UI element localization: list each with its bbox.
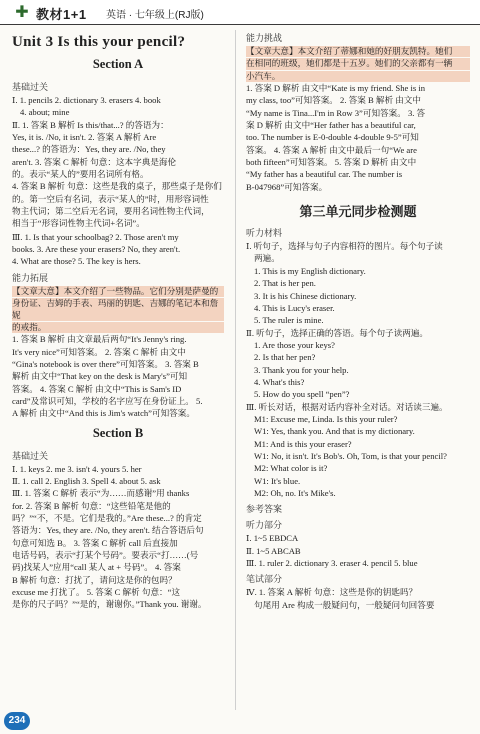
answer-line: 答语为：Yes, they are. /No, they aren't. 结合答语后句 [12,525,204,536]
answer-line: these...? 的答语为：Yes, they are. /No, they [12,144,166,155]
written-part-heading: 笔试部分 [246,575,283,586]
instruction-line: 两遍。 [254,253,280,264]
answer-line: Ⅳ. 1. 答案 A 解析 句意：这些是你的钥匙吗？ [246,587,418,598]
exam-title: 第三单元同步检测题 [299,205,417,221]
column-divider [235,30,236,710]
answer-line: card”及常识可知，学校的名字应写在身份证上。 5. [12,395,203,406]
answer-line: 答案。 4. 答案 A 解析 由文中最后一句“We are [246,144,417,155]
answer-line: too. The number is E-0-double 4-double 9-5”可知 [246,132,419,143]
answer-line: my class, too”可知答案。 2. 答案 B 解析 由文中 [246,95,421,106]
answer-line: 句尾用 Are 构成一般疑问句，一般疑问句回答要 [254,599,435,610]
story-summary: 身份证、吉姆的手表、玛丽的钥匙、吉娜的笔记本和詹妮 [12,298,224,321]
page-header [0,0,480,25]
answer-line: Ⅱ. 1. 答案 B 解析 Is this/that...? 的答语为： [12,119,169,130]
answer-line: “My father has a beautiful car. The number is [246,169,403,180]
answer-line: Ⅰ. 1~5 EBDCA [246,533,299,544]
answer-line: Ⅱ. 1~5 ABCAB [246,545,301,556]
dialogue-line: M2: Oh, no. It's Mike's. [254,488,336,498]
dialogue-line: M2: What color is it? [254,463,328,474]
dialogue-line: M1: Excuse me, Linda. Is this your ruler? [254,413,398,424]
answer-line: Ⅰ. 1. pencils 2. dictionary 3. erasers 4. book [12,95,161,105]
answer-line: 解析 由文中“That key on the desk is Mary's”可知 [12,371,188,382]
listening-material-heading: 听力材料 [246,229,283,240]
answer-line: 4. 答案 B 解析 句意：这些是我的桌子，那些桌子是你们 [12,181,222,192]
answer-line: “My name is Tina...I'm in Row 3”可知答案。 3. 答 [246,107,426,118]
basic-heading: 基础过关 [12,451,49,462]
answer-line: 电话号码，表示“打某个号码”。要表示“打……(号 [12,550,199,560]
answer-line: A 解析 由文中“And this is Jim's watch”可知答案。 [12,408,195,419]
section-b-heading: Section B [92,425,144,440]
story-summary: 小汽车。 [246,71,470,82]
answer-line: Ⅰ. 1. keys 2. me 3. isn't 4. yours 5. her [12,463,142,474]
listening-item: 2. That is her pen. [254,278,316,289]
answer-line: 1. 答案 B 解析 由文章最后两句“It's Jenny's ring. [12,334,187,345]
dialogue-line: W1: No, it isn't. It's Bob's. Oh, Tom, is that your pencil? [254,450,447,461]
listening-item: 2. Is that her pen? [254,352,316,363]
listening-item: 5. The ruler is mine. [254,315,324,326]
listening-item: 1. This is my English dictionary. [254,265,366,276]
brand-title: 教材1+1 [36,7,87,22]
answer-line: 吗？”“不，不是。它们是我的。”Are these...? 的肯定 [12,512,202,523]
answer-line: 答案。 4. 答案 C 解析 由文中“This is Sam's ID [12,383,182,394]
listening-item: 4. What's this? [254,376,305,387]
story-summary: 在相同的班级，她们都是十五岁。她们的父亲都有一辆 [246,58,470,69]
answer-line: 句意可知选 B。 3. 答案 C 解析 call 后直接加 [12,537,178,548]
listening-item: 3. It is his Chinese dictionary. [254,290,357,301]
dialogue-line: W1: It's blue. [254,475,301,486]
unit-title: Unit 3 Is this your pencil? [12,34,186,50]
instruction-line: Ⅱ. 听句子，选择正确的答语。每个句子读两遍。 [246,327,429,338]
story-summary: 的戒指。 [12,322,224,333]
left-column [12,28,224,612]
answer-line: Ⅱ. 1. call 2. English 3. Spell 4. about 5. ask [12,475,161,486]
listening-item: 3. Thank you for your help. [254,364,349,375]
answer-line: for. 2. 答案 B 解析 句意：“这些铅笔是他的 [12,500,171,511]
reference-answers-heading: 参考答案 [246,505,283,516]
answer-line: books. 3. Are these your erasers? No, they aren't. [12,244,181,255]
challenge-heading: 能力挑战 [246,34,283,44]
answer-line: 4. about; mine [20,107,70,118]
subject-label: 英语 · 七年级上(RJ版) [106,10,204,21]
instruction-line: Ⅰ. 听句子，选择与句子内容相符的图片。每个句子读 [246,241,443,252]
dialogue-line: M1: And is this your eraser? [254,438,352,449]
answer-line: B 解析 句意：打扰了，请问这是你的包吗？ [12,574,177,585]
answer-line: excuse me 打扰了。 5. 答案 C 解析 句意：“这 [12,587,181,598]
book-icon: ✚ [15,2,29,21]
answer-line: 4. What are those? 5. The key is hers. [12,256,141,267]
story-summary: 【文章大意】本文介绍了蒂娜和她的好朋友凯特。她们 [246,46,470,57]
instruction-line: Ⅲ. 听长对话，根据对话内容补全对话。对话读三遍。 [246,401,448,412]
story-summary: 【文章大意】本文介绍了一些物品。它们分别是萨曼的 [12,286,224,297]
section-a-heading: Section A [92,57,144,71]
answer-line: 案 D 解析 由文中“Her father has a beautiful car, [246,120,416,131]
answer-line: Yes, it is. /No, it isn't. 2. 答案 A 解析 Are [12,132,157,143]
answer-line: aren't. 3. 答案 C 解析 句意：这本字典是海伦 [12,156,177,167]
answer-line: both fifteen”可知答案。 5. 答案 D 解析 由文中 [246,157,417,168]
listening-item: 1. Are those your keys? [254,339,335,350]
listening-item: 5. How do you spell “pen”? [254,389,350,400]
basic-heading: 基础过关 [12,83,49,93]
answer-line: 1. 答案 D 解析 由文中“Kate is my friend. She is in [246,83,426,94]
answer-line: 物主代词；第二空后无名词，要用名词性物主代词， [12,206,210,217]
listening-part-heading: 听力部分 [246,521,283,532]
answer-line: B-047968”可知答案。 [246,181,328,192]
answer-line: Ⅲ. 1. ruler 2. dictionary 3. eraser 4. pencil 5. blue [246,558,418,569]
answer-line: 相当于“形容词性物主代词+名词”。 [12,218,145,229]
answer-line: “Gina's notebook is over there”可知答案。 3. 答案 B [12,358,199,369]
right-column [246,28,470,612]
answer-line: 码)找某人”应用“call 某人 at + 号码”。 4. 答案 [12,562,181,573]
extension-heading: 能力拓展 [12,273,49,284]
answer-line: 是你的尺子吗？”“是的，谢谢你。”Thank you. 谢谢。 [12,599,207,610]
dialogue-line: W1: Yes, thank you. And that is my dictionary. [254,426,415,437]
page-number: 234 [4,712,30,730]
listening-item: 4. This is Lucy's eraser. [254,302,335,313]
answer-line: 的。第一空后有名词，表示“某人的”时，用形容词性 [12,193,209,204]
answer-line: It's very nice”可知答案。 2. 答案 C 解析 由文中 [12,346,186,357]
answer-line: 的。表示“某人的”要用名词所有格。 [12,169,149,180]
answer-line: Ⅲ. 1. Is that your schoolbag? 2. Those aren't my [12,231,179,242]
answer-line: Ⅲ. 1. 答案 C 解析 表示“为……而感谢”用 thanks [12,488,190,499]
